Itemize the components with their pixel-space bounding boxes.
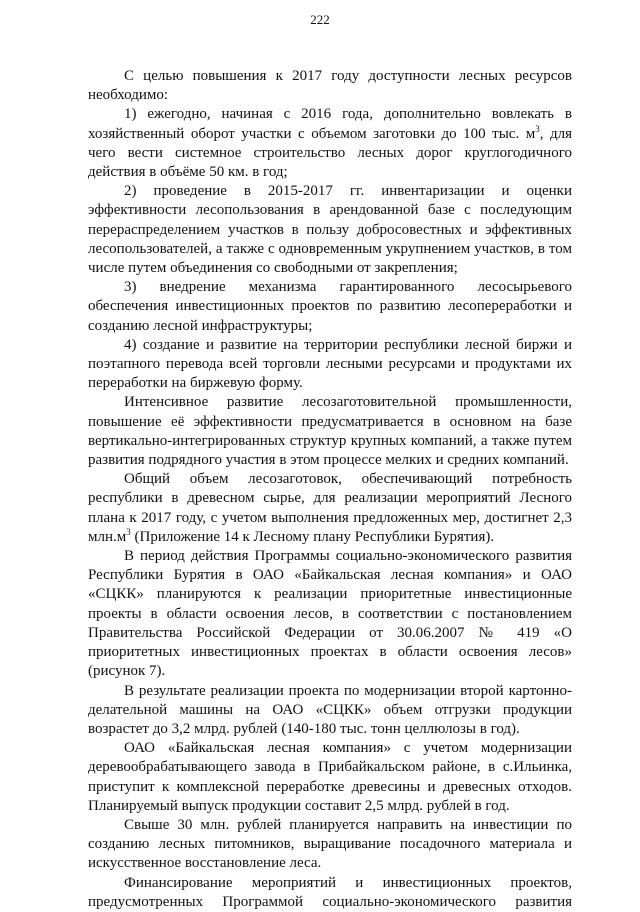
paragraph-text: 2) проведение в 2015-2017 гг. инвентаризации и оценки эффективности лесопользования в арендованной базе с последующим перераспределением участков в пользу добросовестных и эффективных лесопользователей, а также с одновременным укрупнением участков, в том числе путем объединения со свободными от закрепления;: [88, 183, 572, 277]
paragraph-text: Финансирование мероприятий и инвестиционных проектов, предусмотренных Программой социально-экономического развития: [88, 874, 572, 910]
paragraph-financing: [88, 874, 572, 912]
paragraph-text: 1) ежегодно, начиная с 2016 года, дополнительно вовлекать в хозяйственный оборот участки с объемом заготовки до 100 тыс. м: [88, 106, 572, 142]
paragraph-text: С целью повышения к 2017 году доступности лесных ресурсов необходимо:: [88, 68, 572, 104]
paragraph-text: 3) внедрение механизма гарантированного лесосырьевого обеспечения инвестиционных проектов по развитию лесопереработки и созданию лесной инфраструктуры;: [88, 279, 572, 334]
paragraph-text-continued: , для чего вести системное строительство лесных дорог круглогодичного действия в объёме 50 км. в год;: [88, 125, 572, 181]
paragraph-item-3: [88, 278, 572, 336]
paragraph-program-period: [88, 547, 572, 681]
paragraph-logging-volume: [88, 470, 572, 547]
paragraph-intensive-development: [88, 393, 572, 470]
paragraph-text: Общий объем лесозаготовок, обеспечивающий потребность республики в древесном сырье, для реализации мероприятий Лесного плана к 2017 году, с учетом выполнения предложенных мер, достигнет 2,3 млн.м: [88, 471, 572, 545]
paragraph-text: Интенсивное развитие лесозаготовительной промышленности, повышение её эффективности предусматривается в основном на базе вертикально-интегрированных структур крупных компаний, а также путем развития подрядного участия в этом процессе мелких и средних компаний.: [88, 394, 572, 469]
paragraph-modernization: [88, 682, 572, 740]
page-number: 222: [310, 12, 330, 27]
superscript: 3: [535, 123, 540, 134]
paragraph-nurseries: [88, 816, 572, 874]
paragraph-text: ОАО «Байкальская лесная компания» с учетом модернизации деревообрабатывающего завода в Прибайкальском районе, в с.Ильинка, приступит к комплексной переработке древесины и древесных отходов. Планируемый выпуск продукции составит 2,5 млрд. рублей в год.: [88, 740, 572, 814]
paragraph-text: В период действия Программы социально-экономического развития Республики Бурятия в ОАО «Байкальская лесная компания» и ОАО «СЦКК» планируются к реализации приоритетные инвестиционные проекты в области освоения лесов, в соответствии с постановлением Правительства Российской Федерации от 30.06.2007 № 419 «О приоритетных инвестиционных проектах в области освоения лесов» (рисунок 7).: [88, 548, 572, 680]
paragraph-item-1: [88, 105, 572, 182]
document-body: [88, 67, 572, 912]
paragraph-item-2: [88, 182, 572, 278]
paragraph-text: В результате реализации проекта по модернизации второй картонно-делательной машины на ОАО «СЦКК» объем отгрузки продукции возрастет до 3,2 млрд. рублей (140-180 тыс. тонн целлюлозы в год).: [88, 682, 572, 737]
paragraph-intro: [88, 67, 572, 105]
paragraph-baikal-company: [88, 739, 572, 816]
paragraph-text: Свыше 30 млн. рублей планируется направить на инвестиции по созданию лесных питомников, выращивание посадочного материала и искусственное восстановление леса.: [88, 816, 572, 872]
paragraph-text-continued: (Приложение 14 к Лесному плану Республики Бурятия).: [130, 528, 495, 545]
paragraph-text: 4) создание и развитие на территории республики лесной биржи и поэтапного перевода всей торговли лесными ресурсами и продуктами их переработки на биржевую форму.: [88, 336, 572, 392]
superscript: 3: [126, 526, 131, 537]
paragraph-item-4: [88, 336, 572, 394]
